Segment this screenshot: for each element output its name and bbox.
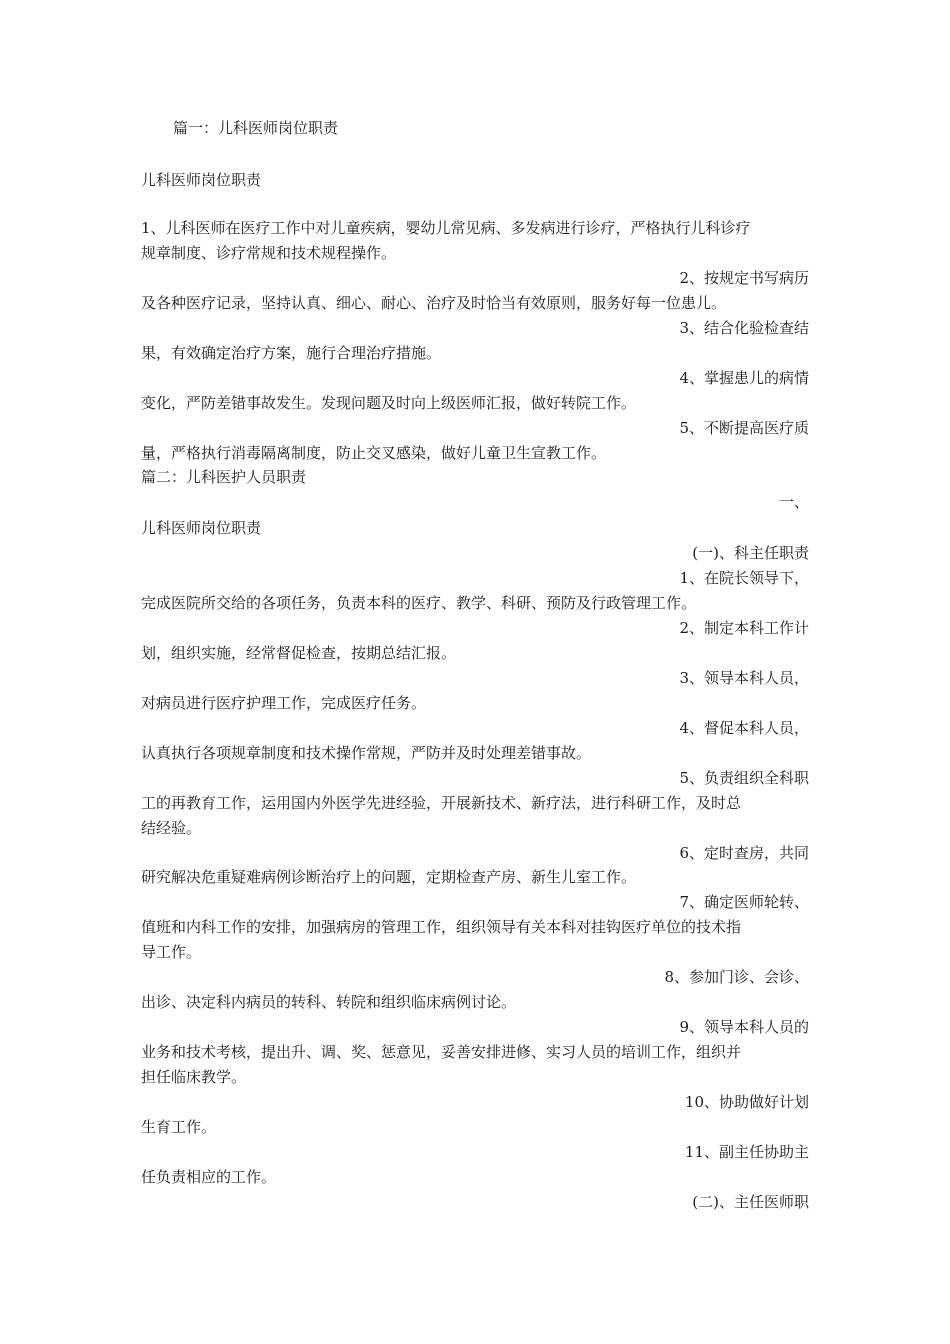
heading: 儿科医师岗位职责 bbox=[141, 519, 262, 537]
paragraph-line: 变化，严防差错事故发生。发现问题及时向上级医师汇报，做好转院工作。 bbox=[141, 394, 637, 412]
paragraph-line: 业务和技术考核，提出升、调、奖、惩意见，妥善安排进修、实习人员的培训工作，组织并 bbox=[141, 1043, 742, 1061]
paragraph-line: 9、领导本科人员的 bbox=[679, 1018, 809, 1036]
paragraph-line: 出诊、决定科内病员的转科、转院和组织临床病例讨论。 bbox=[141, 993, 517, 1011]
paragraph-line: 规章制度、诊疗常规和技术规程操作。 bbox=[141, 244, 397, 262]
paragraph-line: 6、定时查房，共同 bbox=[679, 844, 809, 862]
paragraph-line: 划，组织实施，经常督促检查，按期总结汇报。 bbox=[141, 644, 457, 662]
paragraph-line: 4、掌握患儿的病情 bbox=[679, 369, 809, 387]
paragraph-line: 工的再教育工作，运用国内外医学先进经验，开展新技术、新疗法，进行科研工作，及时总 bbox=[141, 794, 742, 812]
paragraph-line: 值班和内科工作的安排，加强病房的管理工作，组织领导有关本科对挂钩医疗单位的技术指 bbox=[141, 918, 742, 936]
paragraph-line: 3、领导本科人员， bbox=[679, 669, 809, 687]
paragraph-line: 对病员进行医疗护理工作，完成医疗任务。 bbox=[141, 694, 427, 712]
section-title-2: 篇二：儿科医护人员职责 bbox=[141, 468, 307, 486]
heading: 儿科医师岗位职责 bbox=[141, 171, 262, 189]
paragraph-line: 11、副主任协助主 bbox=[684, 1143, 809, 1161]
paragraph-line: 完成医院所交给的各项任务，负责本科的医疗、教学、科研、预防及行政管理工作。 bbox=[141, 594, 697, 612]
paragraph-line: 2、按规定书写病历 bbox=[679, 269, 809, 287]
subheading: (二)、主任医师职 bbox=[692, 1193, 809, 1211]
paragraph-line: 任负责相应的工作。 bbox=[141, 1168, 277, 1186]
section-title-1: 篇一：儿科医师岗位职责 bbox=[173, 119, 339, 137]
paragraph-line: 认真执行各项规章制度和技术操作常规，严防并及时处理差错事故。 bbox=[141, 744, 592, 762]
paragraph-line: 导工作。 bbox=[141, 943, 202, 961]
paragraph-line: 2、制定本科工作计 bbox=[679, 619, 809, 637]
paragraph-line: 担任临床教学。 bbox=[141, 1068, 247, 1086]
paragraph-line: 4、督促本科人员， bbox=[679, 719, 809, 737]
paragraph-line: 结经验。 bbox=[141, 819, 202, 837]
paragraph-line: 1、在院长领导下， bbox=[679, 569, 809, 587]
paragraph-line: 及各种医疗记录，坚持认真、细心、耐心、治疗及时恰当有效原则，服务好每一位患儿。 bbox=[141, 294, 727, 312]
section-number: 一、 bbox=[778, 493, 809, 511]
paragraph-line: 果，有效确定治疗方案，施行合理治疗措施。 bbox=[141, 344, 442, 362]
paragraph-line: 8、参加门诊、会诊、 bbox=[664, 968, 809, 986]
paragraph-line: 研究解决危重疑难病例诊断治疗上的问题，定期检查产房、新生儿室工作。 bbox=[141, 868, 637, 886]
paragraph-line: 生育工作。 bbox=[141, 1118, 217, 1136]
paragraph-line: 5、负责组织全科职 bbox=[679, 769, 809, 787]
paragraph-line: 量，严格执行消毒隔离制度，防止交叉感染，做好儿童卫生宣教工作。 bbox=[141, 444, 607, 462]
paragraph-line: 1、儿科医师在医疗工作中对儿童疾病，婴幼儿常见病、多发病进行诊疗，严格执行儿科诊疗 bbox=[141, 219, 751, 237]
paragraph-line: 10、协助做好计划 bbox=[684, 1093, 809, 1111]
paragraph-line: 3、结合化验检查结 bbox=[679, 319, 809, 337]
paragraph-line: 5、不断提高医疗质 bbox=[679, 419, 809, 437]
paragraph-line: 7、确定医师轮转、 bbox=[679, 893, 809, 911]
subheading: (一)、科主任职责 bbox=[692, 544, 809, 562]
